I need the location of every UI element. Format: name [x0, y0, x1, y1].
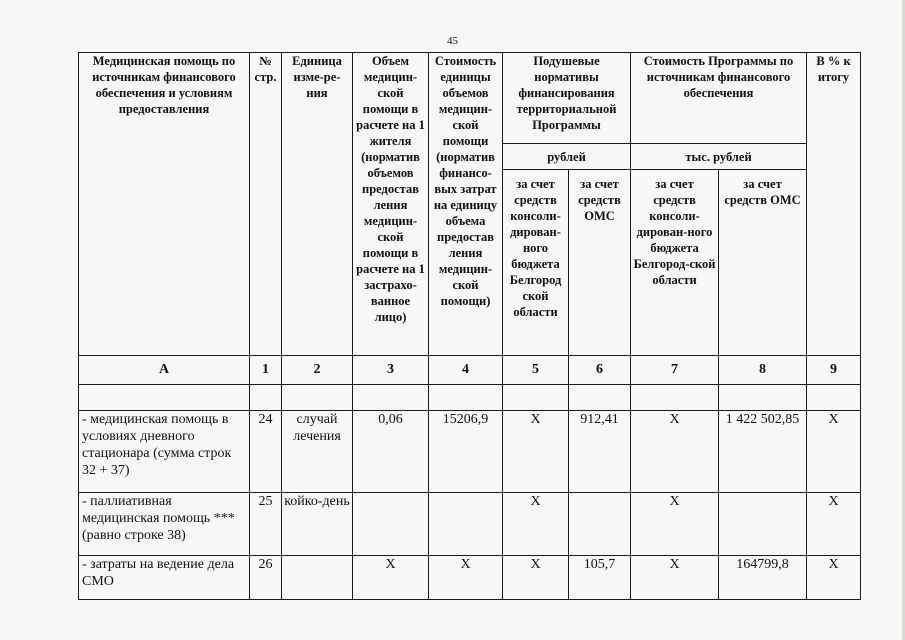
column-number: 3 [353, 356, 429, 385]
header-col-cost: Стоимость единицы объемов медицин-ской помощи (норматив финансо-вых затрат на единицу объема предостав ления медицин-ской помощи) [429, 53, 503, 356]
row-oms-program: 164799,8 [719, 556, 807, 600]
row-budget-program: Х [631, 556, 719, 600]
row-volume: 0,06 [353, 411, 429, 493]
row-unit [282, 556, 353, 600]
column-number: 5 [503, 356, 569, 385]
header-col-a: Медицинская помощь по источникам финансового обеспечения и условиям предоставления [79, 53, 250, 356]
header-sub-budget-per-capita: за счет средств консоли-дирован-ного бюджета Белгород ской области [503, 170, 569, 356]
row-oms-per-capita [569, 493, 631, 556]
row-label: - медицинская помощь в условиях дневного стационара (сумма строк 32 + 37) [79, 411, 250, 493]
header-unit-rubles: рублей [503, 144, 631, 170]
row-line-number: 26 [250, 556, 282, 600]
row-line-number: 25 [250, 493, 282, 556]
row-unit: случай лечения [282, 411, 353, 493]
column-number: 9 [807, 356, 861, 385]
column-number: 6 [569, 356, 631, 385]
blank-cell [503, 385, 569, 411]
column-number: 1 [250, 356, 282, 385]
row-label: - паллиативная медицинская помощь *** (равно строке 38) [79, 493, 250, 556]
row-budget-program: Х [631, 493, 719, 556]
blank-cell [807, 385, 861, 411]
row-cost [429, 493, 503, 556]
table-row [79, 493, 861, 556]
row-budget-per-capita: Х [503, 411, 569, 493]
financing-table [78, 52, 861, 600]
column-number: А [79, 356, 250, 385]
table-row [79, 556, 861, 600]
row-oms-program: 1 422 502,85 [719, 411, 807, 493]
row-oms-per-capita: 105,7 [569, 556, 631, 600]
row-line-number: 24 [250, 411, 282, 493]
blank-cell [631, 385, 719, 411]
column-number: 8 [719, 356, 807, 385]
row-volume [353, 493, 429, 556]
row-cost: Х [429, 556, 503, 600]
row-percent: Х [807, 493, 861, 556]
row-budget-per-capita: Х [503, 493, 569, 556]
blank-cell [79, 385, 250, 411]
header-col-percent: В % к итогу [807, 53, 861, 356]
row-oms-per-capita: 912,41 [569, 411, 631, 493]
row-unit: койко-день [282, 493, 353, 556]
blank-cell [719, 385, 807, 411]
blank-row [79, 385, 861, 411]
column-number: 4 [429, 356, 503, 385]
row-percent: Х [807, 411, 861, 493]
row-budget-program: Х [631, 411, 719, 493]
blank-cell [429, 385, 503, 411]
header-sub-budget-program: за счет средств консоли-дирован-ного бюджета Белгород-ской области [631, 170, 719, 356]
header-group-per-capita: Подушевые нормативы финансирования территориальной Программы [503, 53, 631, 144]
header-col-line-number: № стр. [250, 53, 282, 356]
header-group-program-cost: Стоимость Программы по источникам финансового обеспечения [631, 53, 807, 144]
header-unit-thousand-rubles: тыс. рублей [631, 144, 807, 170]
blank-cell [569, 385, 631, 411]
table-row [79, 411, 861, 493]
row-budget-per-capita: Х [503, 556, 569, 600]
blank-cell [353, 385, 429, 411]
header-col-unit: Единица изме-ре-ния [282, 53, 353, 356]
column-number: 2 [282, 356, 353, 385]
row-volume: Х [353, 556, 429, 600]
blank-cell [250, 385, 282, 411]
row-oms-program [719, 493, 807, 556]
column-number: 7 [631, 356, 719, 385]
header-col-volume: Объем медицин-ской помощи в расчете на 1 жителя (норматив объемов предостав ления медицин-ской помощи в расчете на 1 застрахо-ванное лицо) [353, 53, 429, 356]
blank-cell [282, 385, 353, 411]
header-sub-oms-per-capita: за счет средств ОМС [569, 170, 631, 356]
row-cost: 15206,9 [429, 411, 503, 493]
page-number: 45 [447, 35, 458, 47]
column-number-row [79, 356, 861, 385]
header-sub-oms-program: за счет средств ОМС [719, 170, 807, 356]
row-label: - затраты на ведение дела СМО [79, 556, 250, 600]
row-percent: Х [807, 556, 861, 600]
